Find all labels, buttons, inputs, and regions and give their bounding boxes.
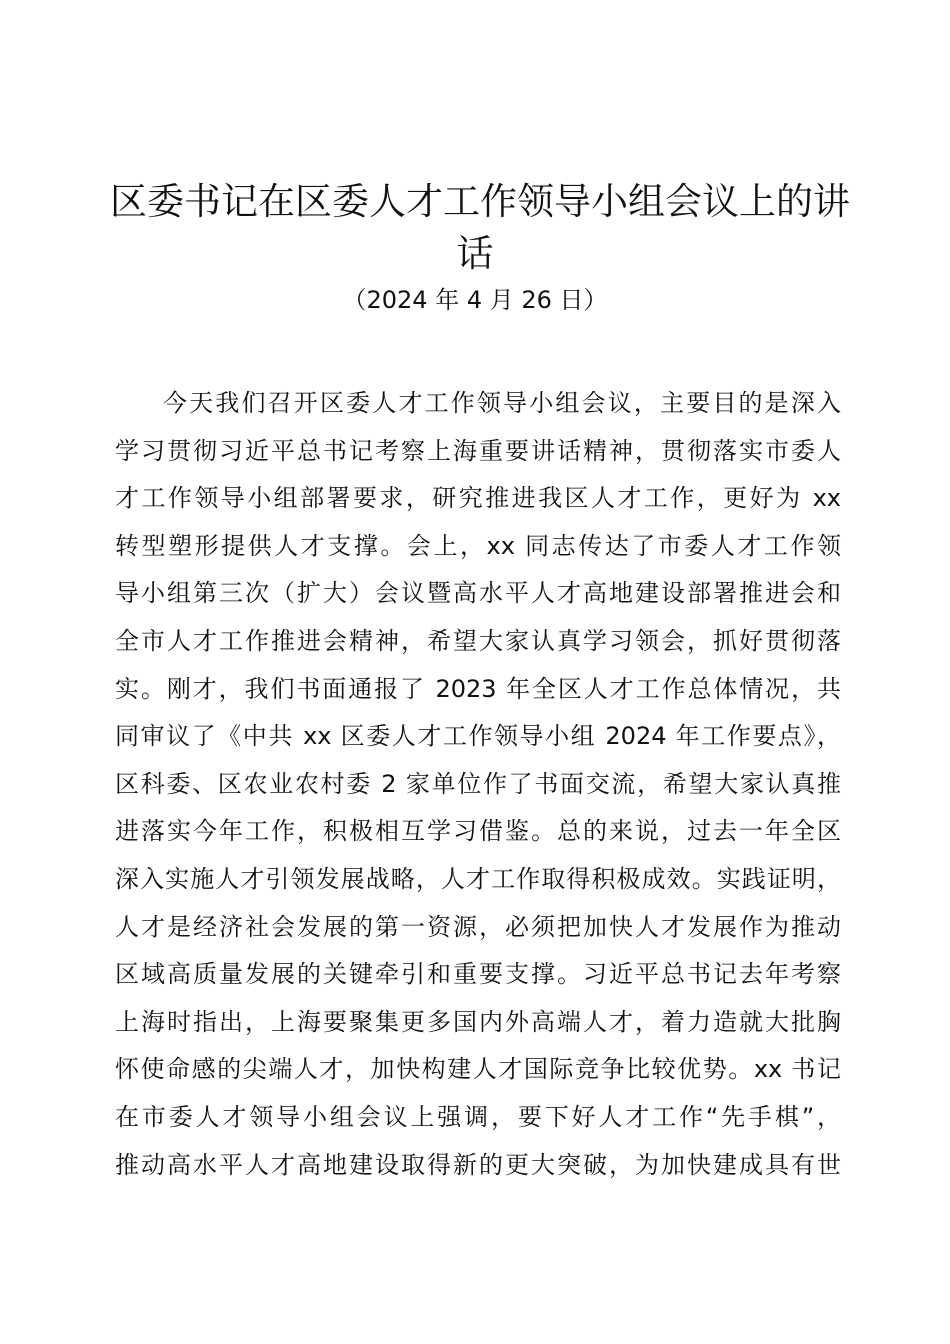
paragraph-line: 今天我们召开区委人才工作领导小组会议，主要目的是深入: [163, 389, 841, 417]
paragraph-line: 进落实今年工作，积极相互学习借鉴。总的来说，过去一年全区: [115, 817, 841, 846]
paragraph-line: 区域高质量发展的关键牵引和重要支撑。习近平总书记去年考察: [115, 960, 841, 989]
paragraph-line: 才工作领导小组部署要求，研究推进我区人才工作，更好为 xx: [115, 484, 841, 513]
title-line: 区委书记在区委人才工作领导小组会议上的讲: [110, 180, 850, 223]
body-paragraph: [115, 380, 841, 1189]
paragraph-line: 人才是经济社会发展的第一资源，必须把加快人才发展作为推动: [115, 912, 841, 941]
paragraph-line: 实。刚才，我们书面通报了 2023 年全区人才工作总体情况，共: [115, 674, 841, 703]
paragraph-line: 学习贯彻习近平总书记考察上海重要讲话精神，贯彻落实市委人: [115, 436, 841, 465]
paragraph-line: 怀使命感的尖端人才，加快构建人才国际竞争比较优势。xx 书记: [115, 1055, 841, 1084]
paragraph-line: 转型塑形提供人才支撑。会上，xx 同志传达了市委人才工作领: [115, 531, 841, 560]
paragraph-line: 同审议了《中共 xx 区委人才工作领导小组 2024 年工作要点》，: [115, 722, 841, 751]
document-title: [110, 176, 850, 280]
paragraph-line: 在市委人才领导小组会议上强调，要下好人才工作“先手棋”，: [115, 1102, 841, 1131]
paragraph-line: 推动高水平人才高地建设取得新的更大突破，为加快建成具有世: [115, 1150, 841, 1179]
paragraph-line: 深入实施人才引领发展战略，人才工作取得积极成效。实践证明，: [115, 864, 841, 893]
paragraph-line: 全市人才工作推进会精神，希望大家认真学习领会，抓好贯彻落: [115, 626, 841, 655]
title-line: 话: [456, 232, 494, 275]
paragraph-line: 导小组第三次（扩大）会议暨高水平人才高地建设部署推进会和: [115, 579, 841, 608]
paragraph-line: 区科委、区农业农村委 2 家单位作了书面交流，希望大家认真推: [115, 769, 841, 798]
document-date: （2024 年 4 月 26 日）: [342, 286, 608, 314]
paragraph-line: 上海时指出，上海要聚集更多国内外高端人才，着力造就大批胸: [115, 1007, 841, 1036]
